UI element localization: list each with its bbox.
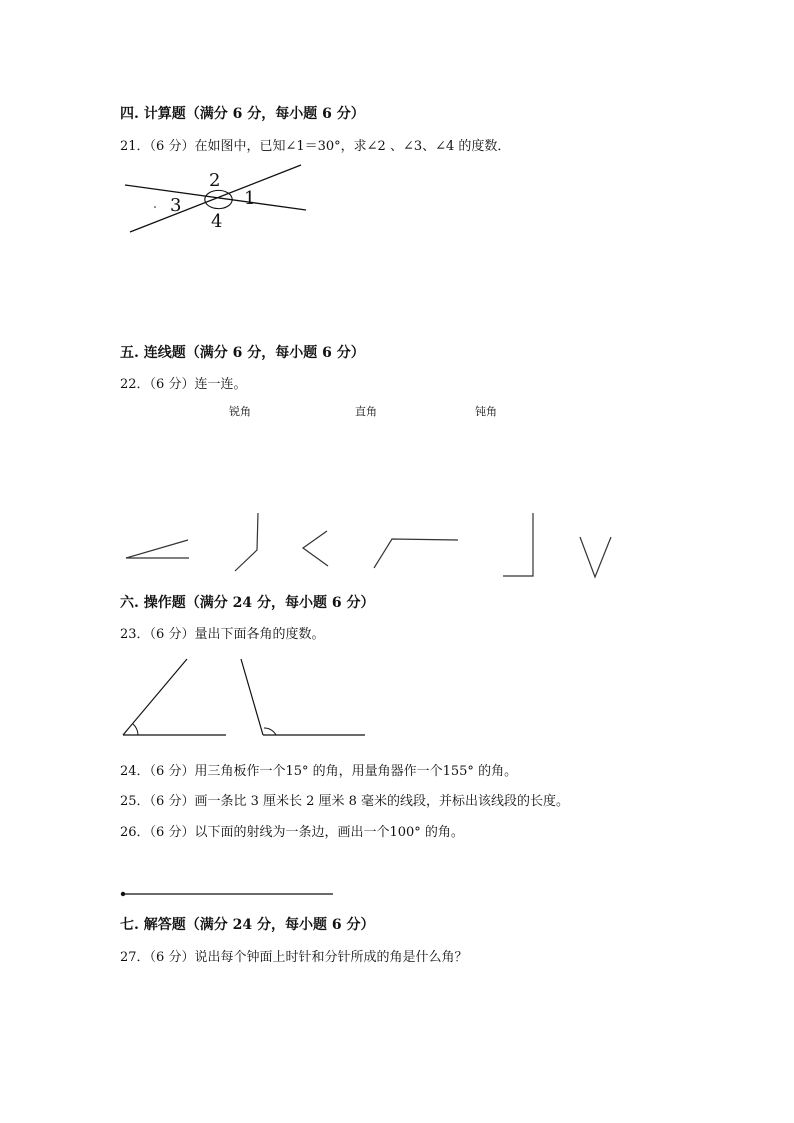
category-obtuse: 钝角 bbox=[475, 405, 497, 418]
question-23: 23．（6 分）量出下面各角的度数。 bbox=[120, 627, 325, 642]
label-angle-3: 3 bbox=[170, 195, 182, 216]
question-24: 24．（6 分）用三角板作一个15° 的角，用量角器作一个155° 的角。 bbox=[120, 764, 518, 779]
label-angle-2: 2 bbox=[209, 170, 221, 191]
question-21: 21．（6 分）在如图中，已知∠1＝30°，求∠2 、∠3、∠4 的度数． bbox=[120, 139, 511, 154]
section-7-title: 七. 解答题（满分 24 分，每小题 6 分） bbox=[120, 917, 375, 933]
label-angle-1: 1 bbox=[244, 188, 256, 209]
section-5-title: 五. 连线题（满分 6 分，每小题 6 分） bbox=[120, 345, 365, 361]
category-right: 直角 bbox=[355, 405, 377, 418]
section-4-title: 四. 计算题（满分 6 分，每小题 6 分） bbox=[120, 106, 365, 122]
question-26: 26．（6 分）以下面的射线为一条边，画出一个100° 的角。 bbox=[120, 825, 464, 840]
category-acute: 锐角 bbox=[229, 405, 251, 418]
question-25: 25．（6 分）画一条比 3 厘米长 2 厘米 8 毫米的线段，并标出该线段的长度。 bbox=[120, 794, 570, 809]
section-6-title: 六. 操作题（满分 24 分，每小题 6 分） bbox=[120, 595, 375, 611]
question-27: 27．（6 分）说出每个钟面上时针和分针所成的角是什么角？ bbox=[120, 950, 468, 965]
question-22: 22．（6 分）连一连。 bbox=[120, 377, 247, 392]
label-angle-4: 4 bbox=[211, 211, 223, 232]
